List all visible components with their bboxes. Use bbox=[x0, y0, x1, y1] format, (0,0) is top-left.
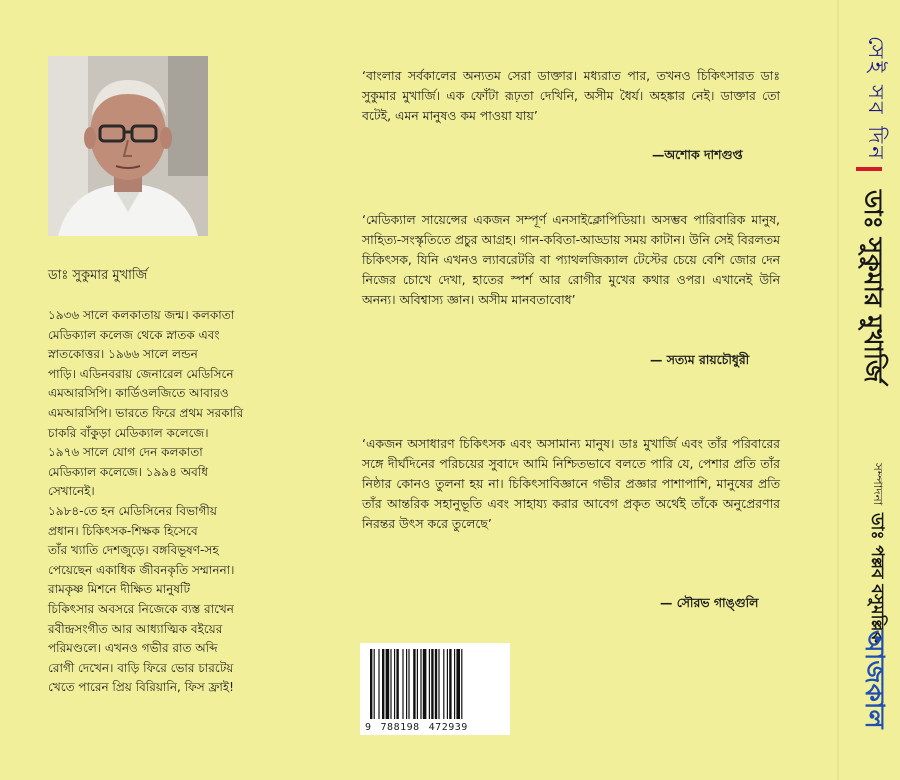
barcode-bar bbox=[382, 649, 384, 719]
quote-1-attribution: —অশোক দাশগুপ্ত bbox=[652, 147, 743, 162]
quote-2-text: ‘মেডিক্যাল সায়েন্সের একজন সম্পূর্ণ এনসাইক্লোপিডিয়া। অসম্ভব পারিবারিক মানুষ, সাহিত্য-সংস্কৃতিতে প্রচুর আগ্রহ। গান-কবিতা-আড্ডায় সময় কাটান। উনি সেই বিরলতম চিকিৎসক, যিনি এখনও ল্যাবরেটরি বা প্যাথলজিক্যাল টেস্টের চেয়ে বেশি জোর দেন নিজের চোখে দেখা, হাতের স্পর্শ আর রোগীর মুখের কথার ওপর। এখানেই উনি অনন্য। অবিশ্বাস্য জ্ঞান। অসীম মানবতাবোধ’ bbox=[362, 212, 780, 307]
barcode-bar bbox=[374, 649, 375, 719]
spine-editor-label: সম্পাদনা bbox=[871, 463, 885, 506]
barcode-bar bbox=[423, 649, 427, 719]
barcode-bar bbox=[394, 649, 395, 719]
quote-2 bbox=[362, 210, 780, 310]
barcode-bar bbox=[396, 649, 398, 719]
isbn-digit-group-2: 472939 bbox=[428, 722, 468, 733]
quote-2-attribution: — সত্যম রায়চৌধুরী bbox=[650, 352, 750, 367]
barcode-bar bbox=[456, 649, 460, 719]
quote-3-text: ‘একজন অসাধারণ চিকিৎসক এবং অসামান্য মানুষ। ডাঃ মুখার্জি এবং তাঁর পরিবারের সঙ্গে দীর্ঘদিনের পরিচয়ের সুবাদে আমি নিশ্চিতভাবে বলতে পারি যে, পেশার প্রতি তাঁর নিষ্ঠার কোনও তুলনা হয় না। চিকিৎসাবিজ্ঞানে গভীর প্রজ্ঞার পাশাপাশি, মানুষের প্রতি তাঁর আন্তরিক সহানুভূতি এবং সাহায্য করার আবেগ প্রকৃত অর্থেই তাঁকে অনুপ্রেরণার নিরন্তর উৎস করে তুলেছে’ bbox=[362, 436, 780, 531]
author-caption: ডাঃ সুকুমার মুখার্জি bbox=[48, 268, 148, 283]
quote-1 bbox=[362, 66, 780, 126]
bio-text: ১৯৩৬ সালে কলকাতায় জন্ম। কলকাতা মেডিক্যাল কলেজ থেকে স্নাতক এবং স্নাতকোত্তর। ১৯৬৬ সালে লন্ডন পাড়ি। এডিনবরায় জেনারেল মেডিসিনে এমআরসিপি। কার্ডিওলজিতে আবারও এমআরসিপি। ভারতে ফিরে প্রথম সরকারি চাকরি বাঁকুড়া মেডিক্যাল কলেজে। ১৯৭৬ সালে যোগ দেন কলকাতা মেডিক্যাল কলেজে। ১৯৯৪ অবধি সেখানেই। ১৯৮৪-তে হন মেডিসিনের বিভাগীয় প্রধান। চিকিৎসক-শিক্ষক হিসেবে তাঁর খ্যাতি দেশজুড়ে। বঙ্গবিভূষণ-সহ পেয়েছেন একাধিক জীবনকৃতি সম্মাননা। রামকৃষ্ণ মিশনে দীক্ষিত মানুষটি চিকিৎসার অবসরে নিজেকে ব্যস্ত রাখেন রবীন্দ্রসংগীত আর আধ্যাত্মিক বইয়ের পরিমণ্ডলে। এখনও গভীর রাত অব্দি রোগী দেখেন। বাড়ি ফিরে ভোর চারটেয় খেতে পারেন প্রিয় বিরিয়ানি, ফিস ফ্রাই! bbox=[48, 308, 244, 695]
barcode-bar bbox=[417, 649, 418, 719]
barcode-bar bbox=[447, 649, 448, 719]
quote-3-attribution: — সৌরভ গাঙ্গুলি bbox=[660, 595, 759, 610]
barcode-bar bbox=[435, 649, 437, 719]
barcode-bar bbox=[390, 649, 391, 719]
barcode-bar bbox=[443, 649, 444, 719]
barcode-bar bbox=[386, 649, 390, 719]
spine-book-title: সেই সব দিন bbox=[864, 36, 888, 162]
spine-publisher-logo: আজকাল bbox=[859, 630, 889, 729]
barcode-bar bbox=[406, 649, 407, 719]
barcode-bar bbox=[454, 649, 455, 719]
quote-3 bbox=[362, 434, 780, 534]
barcode-bar bbox=[408, 649, 409, 719]
barcode-bar bbox=[370, 649, 372, 719]
barcode-bar bbox=[449, 649, 451, 719]
spine-author-name: ডাঃ সুকুমার মুখার্জি bbox=[859, 190, 888, 383]
isbn-digit-group-1: 788198 bbox=[380, 722, 420, 733]
author-bio bbox=[48, 306, 288, 698]
isbn-digit-lead: 9 bbox=[365, 722, 372, 733]
barcode-bar bbox=[413, 649, 415, 719]
spine-divider bbox=[837, 0, 839, 780]
spine-red-accent bbox=[856, 167, 882, 171]
author-photo bbox=[48, 56, 208, 236]
barcode-bar bbox=[461, 649, 462, 719]
isbn-digits bbox=[365, 722, 477, 733]
barcode-bar bbox=[431, 649, 433, 719]
barcode-bar bbox=[429, 649, 430, 719]
quote-1-text: ‘বাংলার সর্বকালের অন্যতম সেরা ডাক্তার। মধ্যরাত পার, তখনও চিকিৎসারত ডাঃ সুকুমার মুখার্জি। এক ফোঁটা রূঢ়তা দেখিনি, অসীম ধৈর্য। অহঙ্কার নেই। ডাক্তার তো বটেই, এমন মানুষও কম পাওয়া যায়’ bbox=[362, 68, 780, 123]
barcode-bar bbox=[378, 649, 379, 719]
barcode-bar bbox=[420, 649, 421, 719]
spine-editor-name: ডাঃ পল্লব বসুমল্লিক bbox=[867, 513, 887, 644]
barcode-bar bbox=[438, 649, 439, 719]
author-portrait-illustration bbox=[48, 56, 208, 236]
barcode-bar bbox=[402, 649, 403, 719]
